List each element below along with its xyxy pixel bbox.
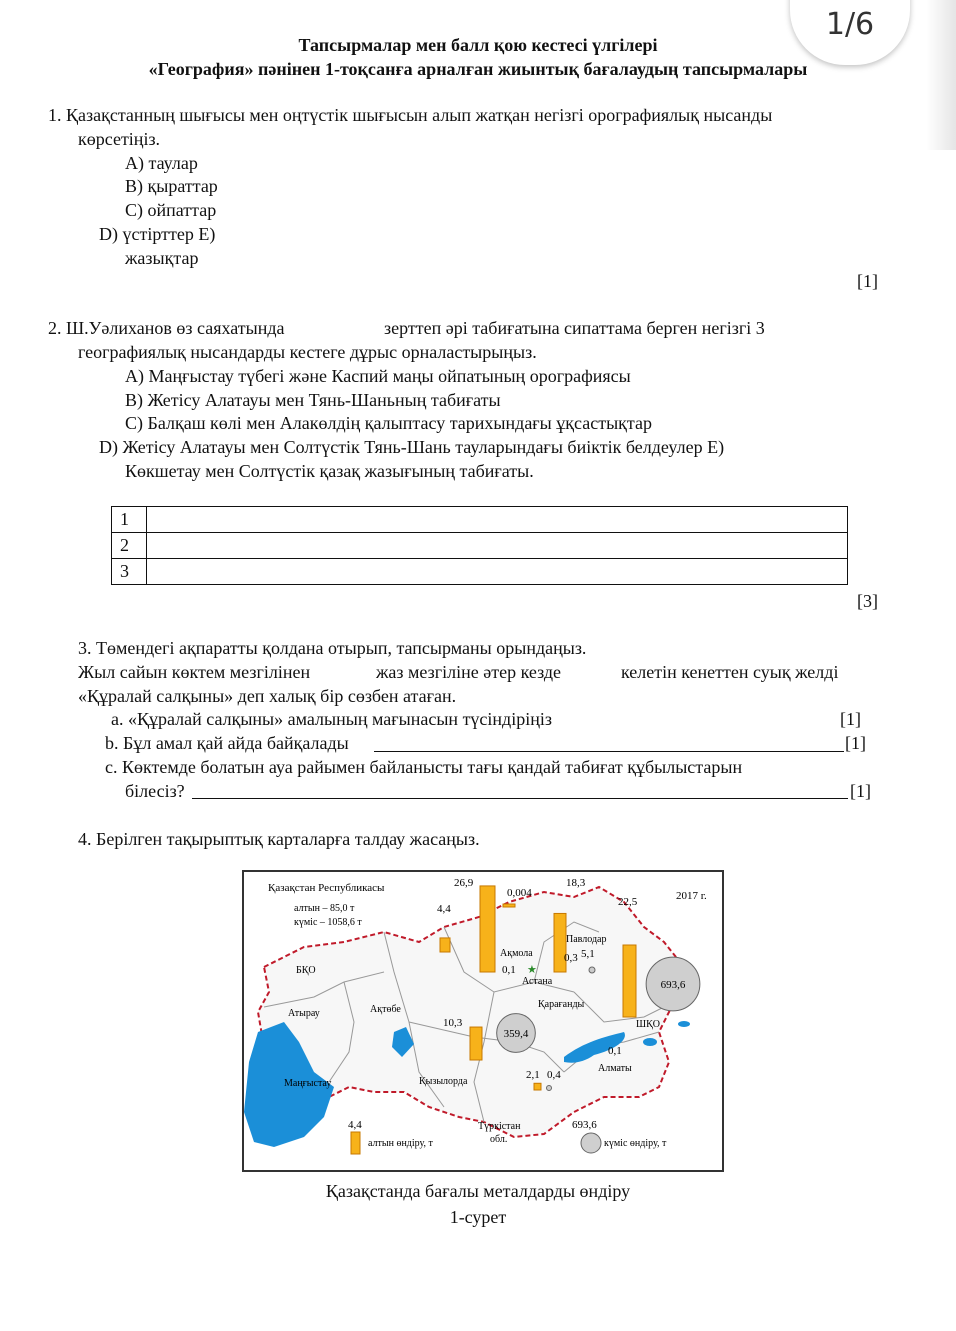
zaysan-lake	[678, 1021, 690, 1027]
q1-option-a: A) таулар	[125, 153, 198, 173]
map-gold-total: алтын – 85,0 т	[294, 903, 355, 914]
kazakhstan-map-figure	[242, 870, 724, 1172]
q2-option-a: A) Маңғыстау түбегі және Каспий маңы ойпатының орографиясы	[125, 366, 631, 386]
table-row	[112, 507, 848, 533]
region-label: Ақтөбе	[370, 1004, 401, 1015]
silver-marker	[547, 1086, 552, 1091]
table-row	[112, 533, 848, 559]
q3-text-a: Жыл сайын көктем мезгілінен	[78, 662, 311, 682]
q3-text-cont: «Құралай салқыны» деп халық бір сөзбен атаған.	[78, 686, 457, 706]
gold-label: 10,3	[443, 1017, 463, 1029]
legend-silver-text: күміс өндіру, т	[604, 1138, 667, 1149]
gold-label: 22,5	[618, 896, 638, 908]
q3-text-c: келетін кенеттен суық желді	[621, 662, 839, 682]
q3-b-answer-line[interactable]	[374, 751, 844, 752]
legend-gold-text: алтын өндіру, т	[368, 1138, 433, 1149]
row-number: 3	[112, 559, 147, 585]
gold-bar-akmola	[480, 886, 495, 972]
q3-b-score: [1]	[845, 733, 866, 753]
q3-item-a: a. «Құралай салқыны» амалының мағынасын түсіндіріңіз	[111, 709, 552, 729]
small-value-label: 5,1	[581, 948, 595, 960]
region-label: Павлодар	[566, 934, 607, 945]
legend-silver-value: 693,6	[572, 1119, 597, 1131]
region-label: Алматы	[598, 1063, 632, 1074]
figure-caption: Қазақстанда бағалы металдарды өндіру	[325, 1181, 631, 1201]
header-title: Тапсырмалар мен балл қою кестесі үлгілері	[298, 35, 658, 55]
page-number: 1/6	[825, 7, 875, 42]
q2-option-c: C) Балқаш көлі мен Алакөлдің қалыптасу тарихындағы ұқсастықтар	[125, 413, 652, 433]
silver-label: 359,4	[503, 1028, 529, 1040]
q4-text: 4. Берілген тақырыптық карталарға талдау жасаңыз.	[78, 829, 480, 849]
figure-number: 1-сурет	[449, 1207, 507, 1227]
region-label: ШҚО	[636, 1019, 660, 1030]
gold-bar-aktobe	[440, 938, 450, 952]
small-value-label: 0,1	[502, 964, 516, 976]
gold-bar-karaganda	[470, 1027, 482, 1060]
q1-score: [1]	[857, 271, 878, 291]
legend-silver-swatch	[581, 1133, 601, 1153]
gold-label: 18,3	[566, 877, 586, 889]
capital-star-icon: ★	[527, 964, 537, 976]
answer-cell-3[interactable]	[147, 559, 848, 585]
answer-table	[111, 506, 848, 585]
map-svg	[244, 872, 722, 1170]
map-silver-total: күміс – 1058,6 т	[294, 917, 362, 928]
region-label: Қызылорда	[419, 1076, 468, 1087]
gold-bar-shko	[623, 945, 636, 1017]
silver-marker	[589, 967, 595, 973]
small-value-label: 0,4	[547, 1069, 561, 1081]
row-number: 1	[112, 507, 147, 533]
q2-text-b: зерттеп әрі табиғатына сипаттама берген негізгі 3	[384, 318, 765, 338]
region-label: Қарағанды	[538, 999, 585, 1010]
silver-label: 693,6	[660, 979, 686, 991]
row-number: 2	[112, 533, 147, 559]
region-label: БҚО	[296, 965, 316, 976]
region-label: обл.	[490, 1134, 508, 1145]
legend-gold-swatch	[351, 1132, 360, 1154]
region-label: Маңғыстау	[284, 1078, 332, 1089]
gold-bar-almaty	[534, 1083, 541, 1090]
small-value-label: 0,1	[608, 1045, 622, 1057]
small-value-label: 0,3	[564, 952, 578, 964]
q3-item-c-cont: білесіз?	[125, 781, 185, 801]
q1-option-c: C) ойпаттар	[125, 200, 217, 220]
gold-label: 26,9	[454, 877, 474, 889]
answer-cell-2[interactable]	[147, 533, 848, 559]
q2-text-cont: географиялық нысандарды кестеге дұрыс орналастырыңыз.	[78, 342, 537, 362]
q2-option-d: D) Жетісу Алатауы мен Солтүстік Тянь-Шань тауларындағы биіктік белдеулер E)	[99, 437, 725, 457]
answer-cell-1[interactable]	[147, 507, 848, 533]
q3-intro: 3. Төмендегі ақпаратты қолдана отырып, тапсырманы орындаңыз.	[78, 638, 587, 658]
region-label: Астана	[522, 976, 553, 987]
region-label: Түркістан	[478, 1121, 521, 1132]
q1-option-e: жазықтар	[125, 248, 199, 268]
region-label: Атырау	[288, 1008, 320, 1019]
q3-item-b: b. Бұл амал қай айда байқалады	[105, 733, 349, 753]
map-title: Қазақстан Республикасы	[268, 882, 385, 894]
q1-text-cont: көрсетіңіз.	[78, 129, 161, 149]
gold-label: 2,1	[526, 1069, 540, 1081]
region-label: Ақмола	[500, 948, 533, 959]
q2-option-e: Көкшетау мен Солтүстік қазақ жазығының табиғаты.	[125, 461, 534, 481]
header-subtitle: «География» пәнінен 1-тоқсанға арналған жиынтық бағалаудың тапсырмалары	[148, 59, 808, 79]
gold-bar-akmola-small	[503, 904, 515, 907]
q3-item-c: c. Көктемде болатын ауа райымен байланысты тағы қандай табиғат құбылыстарын	[105, 757, 743, 777]
q1-option-d: D) үстірттер E)	[99, 224, 216, 244]
q3-c-score: [1]	[850, 781, 871, 801]
map-year: 2017 г.	[676, 890, 707, 902]
legend-gold-value: 4,4	[348, 1119, 362, 1131]
q1-text: 1. Қазақстанның шығысы мен оңтүстік шығысын алып жатқан негізгі орографиялық нысанды	[48, 105, 773, 125]
q2-text-a: 2. Ш.Уәлиханов өз саяхатында	[48, 318, 285, 338]
table-row	[112, 559, 848, 585]
alakol-lake	[643, 1038, 657, 1046]
q2-option-b: B) Жетісу Алатауы мен Тянь-Шаньның табиғаты	[125, 390, 501, 410]
q1-option-b: B) қыраттар	[125, 176, 218, 196]
q3-a-score: [1]	[840, 709, 861, 729]
q3-text-b: жаз мезгіліне әтер кезде	[376, 662, 562, 682]
gold-label: 4,4	[437, 903, 451, 915]
q3-c-answer-line[interactable]	[192, 798, 848, 799]
q2-score: [3]	[857, 591, 878, 611]
gold-label: 0,004	[507, 887, 532, 899]
